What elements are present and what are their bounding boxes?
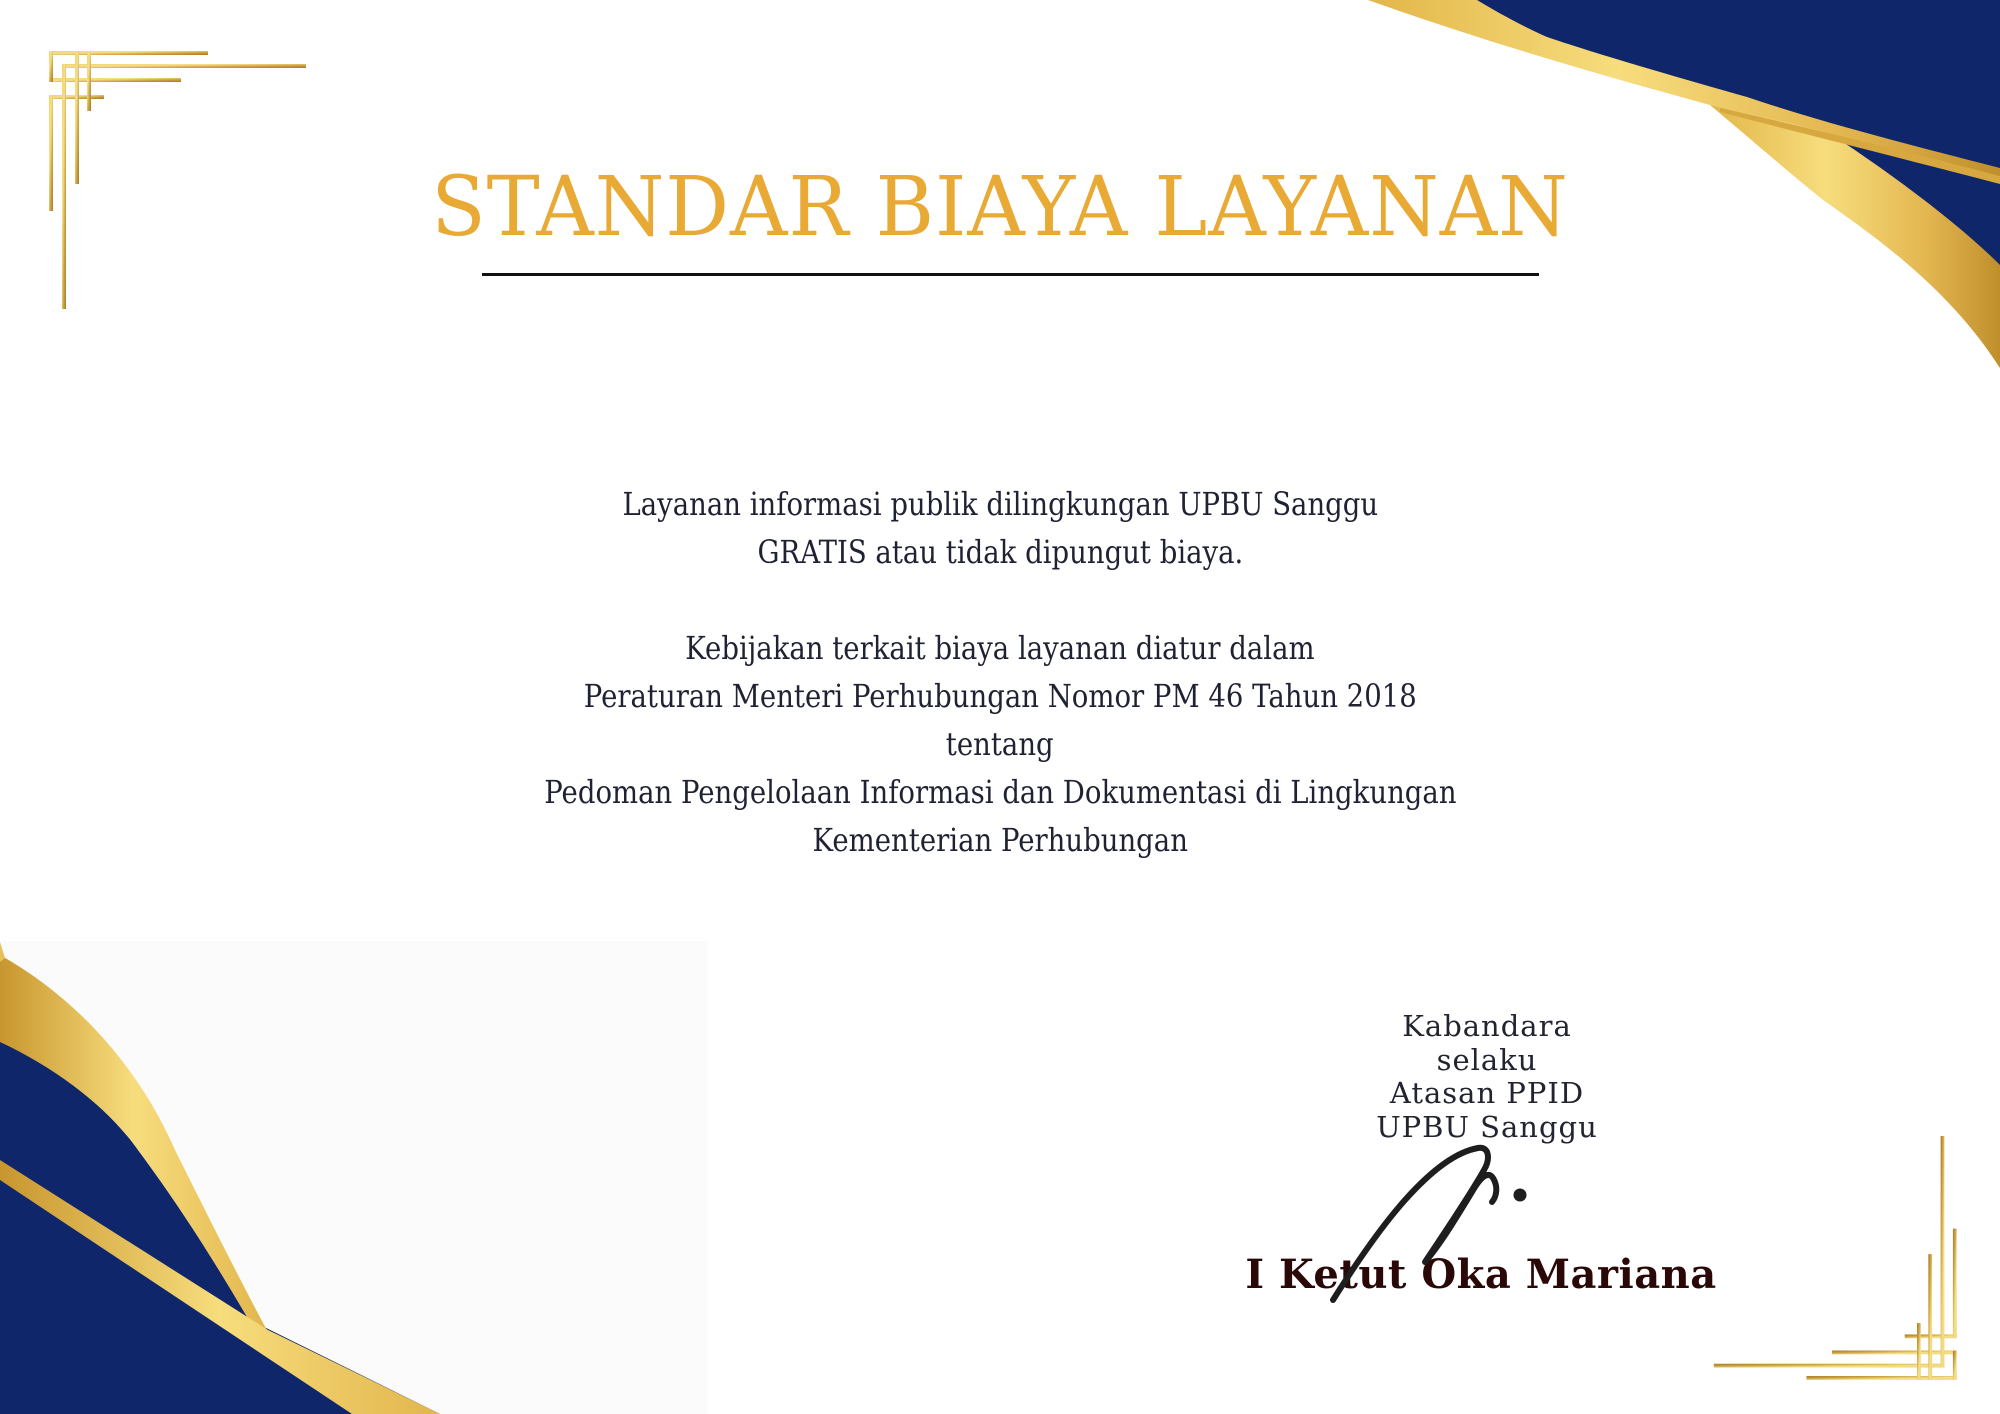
bottom-right-ornament-icon: [1714, 1136, 1957, 1380]
signatory-line: Kabandara: [1402, 1009, 1572, 1043]
body-line: tentang: [946, 725, 1054, 763]
page-title: STANDAR BIAYA LAYANAN: [431, 160, 1569, 255]
body-line: Kementerian Perhubungan: [812, 821, 1188, 859]
signatory-line: Atasan PPID: [1389, 1076, 1585, 1110]
body-paragraph: [0, 480, 2000, 864]
signer-name: I Ketut Oka Mariana: [1245, 1251, 1717, 1298]
body-line: Peraturan Menteri Perhubungan Nomor PM 46 Tahun 2018: [583, 677, 1417, 715]
body-line: Pedoman Pengelolaan Informasi dan Dokumentasi di Lingkungan: [543, 773, 1457, 811]
signatory-line: UPBU Sanggu: [1376, 1109, 1598, 1144]
body-line: GRATIS atau tidak dipungut biaya.: [757, 533, 1243, 571]
bottom-left-wave: [0, 942, 440, 1414]
body-line: Layanan informasi publik dilingkungan UPBU Sanggu: [622, 485, 1378, 523]
body-line: Kebijakan terkait biaya layanan diatur dalam: [685, 629, 1315, 667]
title-underline: [482, 273, 1539, 276]
body-line-blank: [0, 576, 2000, 624]
signatory-line: selaku: [1436, 1042, 1538, 1077]
signatory-title: [1287, 1010, 1687, 1144]
